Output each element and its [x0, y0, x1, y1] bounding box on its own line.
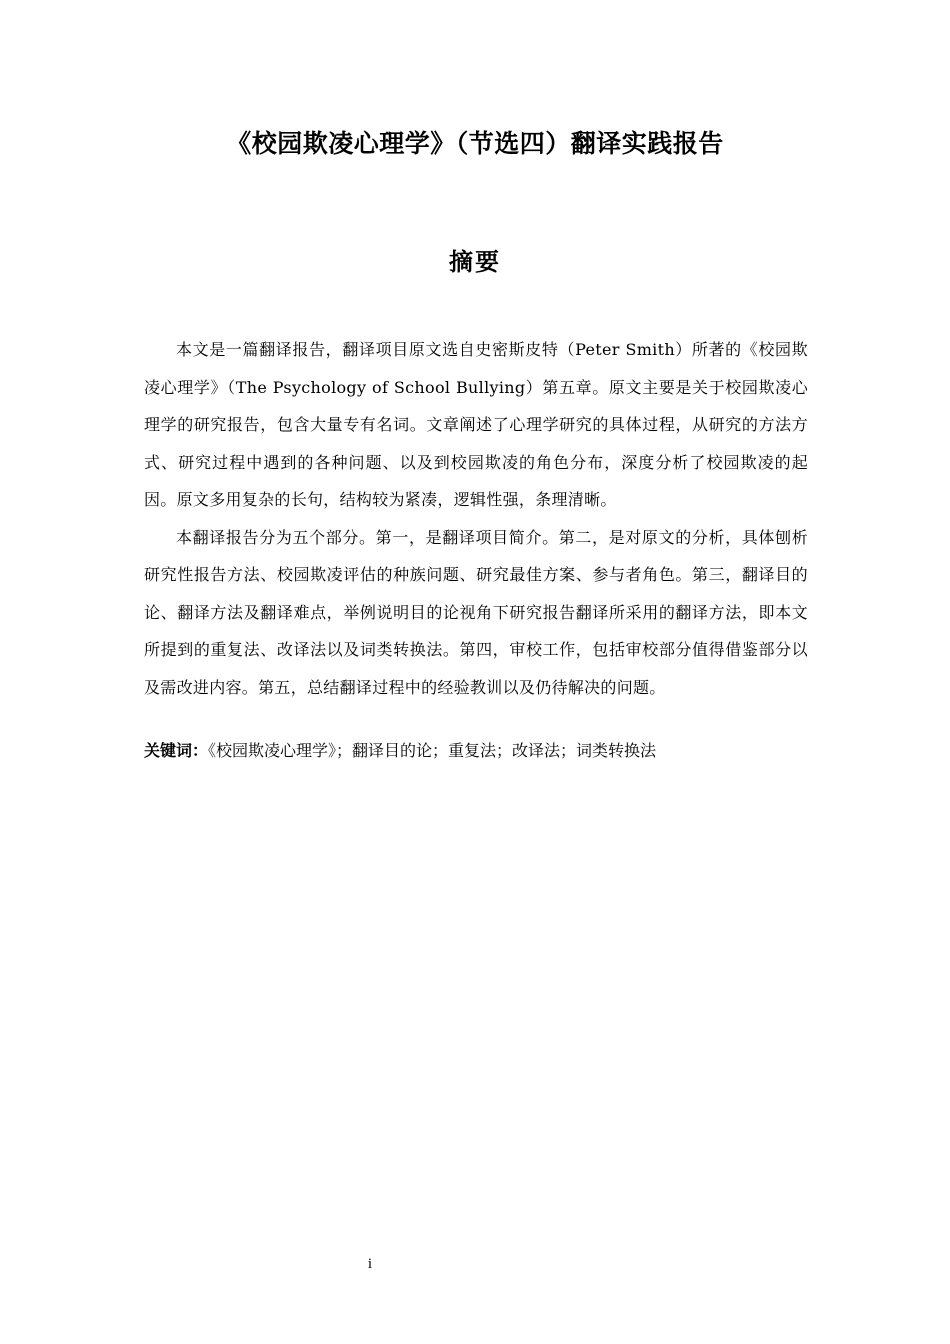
abstract-paragraph-1: 本文是一篇翻译报告，翻译项目原文选自史密斯皮特（Peter Smith）所著的《校园欺凌心理学》（The Psychology of School Bullying）第五章。原文主要是关于校园欺凌心理学的研究报告，包含大量专有名词。文章阐述了心理学研究的具体过程，从研究的方法方式、研究过程中遇到的各种问题、以及到校园欺凌的角色分布，深度分析了校园欺凌的起因。原文多用复杂的长句，结构较为紧凑，逻辑性强，条理清晰。: [144, 340, 808, 509]
abstract-body: [144, 331, 808, 706]
abstract-paragraph-2: 本翻译报告分为五个部分。第一，是翻译项目简介。第二，是对原文的分析，具体刨析研究性报告方法、校园欺凌评估的种族问题、研究最佳方案、参与者角色。第三，翻译目的论、翻译方法及翻译难点，举例说明目的论视角下研究报告翻译所采用的翻译方法，即本文所提到的重复法、改译法以及词类转换法。第四，审校工作，包括审校部分值得借鉴部分以及需改进内容。第五，总结翻译过程中的经验教训以及仍待解决的问题。: [144, 527, 808, 697]
abstract-heading: 摘要: [449, 248, 501, 276]
keywords-line: [144, 733, 808, 769]
document-title: 《校园欺凌心理学》（节选四）翻译实践报告: [226, 129, 724, 158]
page-number: i: [367, 1256, 373, 1272]
keywords-text: 《校园欺凌心理学》；翻译目的论；重复法；改译法；词类转换法: [208, 741, 657, 760]
keywords-label: 关键词：: [144, 741, 209, 760]
